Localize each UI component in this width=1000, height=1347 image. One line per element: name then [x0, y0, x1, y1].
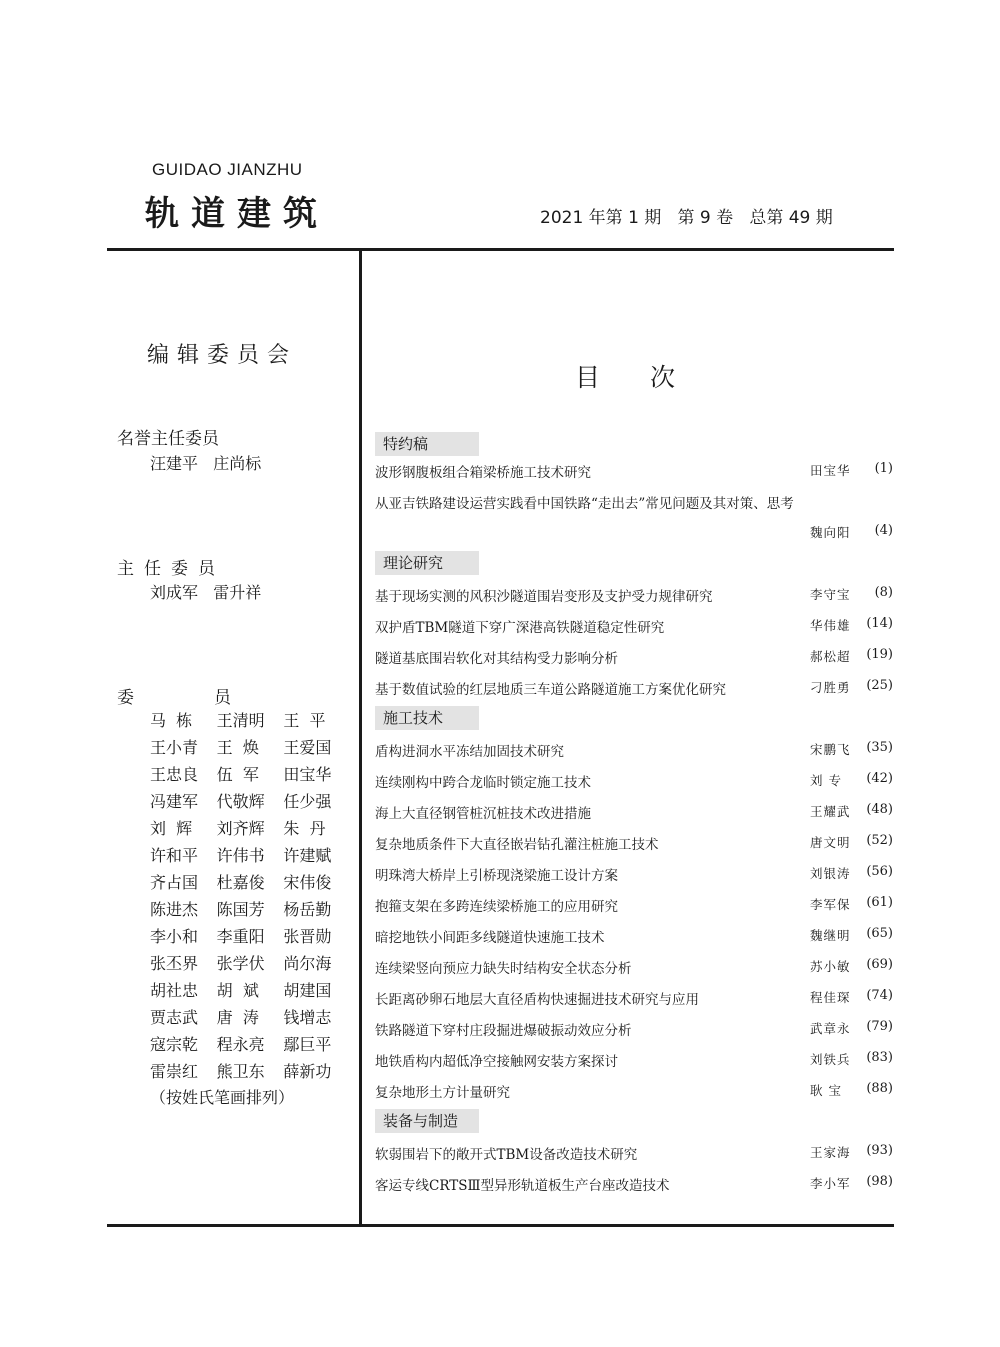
entry-author: 王家海: [810, 1145, 851, 1160]
member-row: [150, 707, 350, 734]
member-name: 田宝华: [283, 765, 332, 784]
director-role-label: 主任委员: [117, 559, 225, 579]
section-header-theory: 理论研究: [375, 551, 479, 575]
toc-entry[interactable]: [375, 647, 893, 671]
entry-title: 海上大直径钢管桩沉桩技术改进措施: [375, 806, 591, 822]
entry-title: 基于数值试验的红层地质三车道公路隧道施工方案优化研究: [375, 682, 726, 698]
committee-title: 编辑委员会: [147, 343, 298, 368]
member-name: 薛新功: [283, 1062, 332, 1081]
toc-entry[interactable]: [375, 461, 893, 485]
member-row: [150, 1004, 350, 1031]
entry-author: 唐文明: [810, 835, 851, 850]
bottom-rule: [107, 1224, 894, 1227]
member-name: 张学伏: [216, 954, 265, 973]
entry-author: 武章永: [810, 1021, 851, 1036]
toc-entry[interactable]: [375, 988, 893, 1012]
toc-entry[interactable]: [375, 616, 893, 640]
toc-entry[interactable]: [375, 1081, 893, 1105]
member-name: 张丕界: [150, 954, 199, 973]
member-row: [150, 869, 350, 896]
entry-page: (4): [874, 523, 893, 538]
entry-page: (88): [866, 1081, 893, 1096]
toc-entry[interactable]: [375, 771, 893, 795]
member-name: 李重阳: [216, 927, 265, 946]
toc-entry[interactable]: [375, 802, 893, 826]
entry-page: (48): [866, 802, 893, 817]
entry-title: 复杂地质条件下大直径嵌岩钻孔灌注桩施工技术: [375, 837, 659, 853]
toc-entry-continued[interactable]: [375, 523, 893, 547]
entry-author: 李军保: [810, 897, 851, 912]
toc-entry[interactable]: [375, 1019, 893, 1043]
entry-page: (8): [874, 585, 893, 600]
entry-page: (93): [866, 1143, 893, 1158]
entry-title: 双护盾TBM隧道下穿广深港高铁隧道稳定性研究: [375, 620, 665, 636]
toc-title: 目 次: [575, 363, 676, 392]
member-name: 刘齐辉: [216, 819, 265, 838]
member-name: 张晋勋: [283, 927, 332, 946]
toc-entry[interactable]: [375, 492, 893, 516]
entry-title: 从亚吉铁路建设运营实践看中国铁路“走出去”常见问题及其对策、思考: [375, 496, 794, 512]
member-name: 胡 斌: [216, 981, 259, 1000]
entry-page: (35): [866, 740, 893, 755]
member-row: [150, 761, 350, 788]
entry-title: 连续刚构中跨合龙临时锁定施工技术: [375, 775, 591, 791]
entry-title: 盾构进洞水平冻结加固技术研究: [375, 744, 564, 760]
entry-title: 软弱围岩下的敞开式TBM设备改造技术研究: [375, 1147, 638, 1163]
entry-page: (14): [866, 616, 893, 631]
member-name: 刘 辉: [150, 819, 193, 838]
entry-title: 复杂地形土方计量研究: [375, 1085, 510, 1101]
member-row: [150, 734, 350, 761]
toc-entry[interactable]: [375, 895, 893, 919]
entry-page: (1): [874, 461, 893, 476]
entry-author: 田宝华: [810, 463, 851, 478]
member-name: 许伟书: [216, 846, 265, 865]
entry-page: (52): [866, 833, 893, 848]
entry-author: 刁胜勇: [810, 680, 851, 695]
entry-page: (74): [866, 988, 893, 1003]
entry-title: 隧道基底围岩软化对其结构受力影响分析: [375, 651, 618, 667]
toc-entry[interactable]: [375, 678, 893, 702]
section-header-special: 特约稿: [375, 432, 479, 456]
member-name: 冯建军: [150, 792, 199, 811]
member-name: 王 焕: [216, 738, 259, 757]
member-name: 胡建国: [283, 981, 332, 1000]
entry-author: 苏小敏: [810, 959, 851, 974]
issue-info: 2021 年第 1 期 第 9 卷 总第 49 期: [540, 208, 833, 228]
entry-page: (61): [866, 895, 893, 910]
entry-author: 耿 宝: [810, 1083, 842, 1098]
member-name: 钱增志: [283, 1008, 332, 1027]
journal-title: 轨道建筑: [145, 194, 329, 234]
section-header-equipment: 装备与制造: [375, 1109, 479, 1133]
member-name: 王清明: [216, 711, 265, 730]
entry-title: 基于现场实测的风积沙隧道围岩变形及支护受力规律研究: [375, 589, 713, 605]
honorary-role-label: 名誉主任委员: [117, 429, 219, 449]
honorary-names: 汪建平 庄尚标: [150, 454, 262, 473]
member-row: [150, 1058, 350, 1085]
toc-entry[interactable]: [375, 1174, 893, 1198]
entry-page: (98): [866, 1174, 893, 1189]
entry-page: (25): [866, 678, 893, 693]
director-names: 刘成军 雷升祥: [150, 583, 262, 602]
member-name: 程永亮: [216, 1035, 265, 1054]
member-row: [150, 815, 350, 842]
toc-entry[interactable]: [375, 1050, 893, 1074]
entry-title: 长距离砂卵石地层大直径盾构快速掘进技术研究与应用: [375, 992, 699, 1008]
entry-title: 铁路隧道下穿村庄段掘进爆破振动效应分析: [375, 1023, 632, 1039]
entry-page: (83): [866, 1050, 893, 1065]
member-role-left: 委: [117, 688, 134, 708]
member-name: 鄢巨平: [283, 1035, 332, 1054]
member-row: [150, 923, 350, 950]
member-name: 许和平: [150, 846, 199, 865]
member-name: 马 栋: [150, 711, 193, 730]
entry-author: 李小军: [810, 1176, 851, 1191]
member-name: 朱 丹: [283, 819, 326, 838]
member-order-note: （按姓氏笔画排列）: [150, 1088, 295, 1107]
entry-title: 暗挖地铁小间距多线隧道快速施工技术: [375, 930, 605, 946]
toc-entry[interactable]: [375, 864, 893, 888]
toc-entry[interactable]: [375, 957, 893, 981]
entry-author: 刘铁兵: [810, 1052, 851, 1067]
toc-entry[interactable]: [375, 926, 893, 950]
entry-author: 李守宝: [810, 587, 851, 602]
entry-title: 客运专线CRTSⅢ型异形轨道板生产台座改造技术: [375, 1178, 670, 1194]
member-name: 王 平: [283, 711, 326, 730]
entry-page: (65): [866, 926, 893, 941]
toc-entry[interactable]: [375, 1143, 893, 1167]
toc-entry[interactable]: [375, 833, 893, 857]
member-name: 代敬辉: [216, 792, 265, 811]
member-role-label: [117, 683, 231, 708]
member-name: 胡社忠: [150, 981, 199, 1000]
entry-author: 魏继明: [810, 928, 851, 943]
entry-author: 刘银涛: [810, 866, 851, 881]
member-row: [150, 842, 350, 869]
column-divider: [359, 251, 362, 1224]
member-name: 杜嘉俊: [216, 873, 265, 892]
member-row: [150, 896, 350, 923]
entry-title: 波形钢腹板组合箱梁桥施工技术研究: [375, 465, 591, 481]
entry-author: 王耀武: [810, 804, 851, 819]
member-name: 杨岳勤: [283, 900, 332, 919]
entry-page: (42): [866, 771, 893, 786]
member-role-right: 员: [214, 688, 231, 708]
entry-page: (69): [866, 957, 893, 972]
member-name: 齐占国: [150, 873, 199, 892]
member-name: 李小和: [150, 927, 199, 946]
entry-author: 刘 专: [810, 773, 842, 788]
member-name: 王小青: [150, 738, 199, 757]
entry-title: 连续梁竖向预应力缺失时结构安全状态分析: [375, 961, 632, 977]
member-name: 王忠良: [150, 765, 199, 784]
member-name: 宋伟俊: [283, 873, 332, 892]
section-header-construction: 施工技术: [375, 706, 479, 730]
member-name: 尚尔海: [283, 954, 332, 973]
member-name: 寇宗乾: [150, 1035, 199, 1054]
journal-pinyin: GUIDAO JIANZHU: [152, 160, 303, 179]
entry-author: 魏向阳: [810, 525, 851, 540]
member-list: [150, 707, 350, 1085]
member-name: 雷崇红: [150, 1062, 199, 1081]
member-name: 任少强: [283, 792, 332, 811]
toc-entry[interactable]: [375, 585, 893, 609]
toc-entry[interactable]: [375, 740, 893, 764]
entry-page: (19): [866, 647, 893, 662]
member-row: [150, 1031, 350, 1058]
member-name: 熊卫东: [216, 1062, 265, 1081]
member-name: 唐 涛: [216, 1008, 259, 1027]
entry-page: (56): [866, 864, 893, 879]
member-name: 陈进杰: [150, 900, 199, 919]
entry-author: 程佳琛: [810, 990, 851, 1005]
entry-author: 郝松超: [810, 649, 851, 664]
member-name: 王爱国: [283, 738, 332, 757]
member-name: 贾志武: [150, 1008, 199, 1027]
member-row: [150, 788, 350, 815]
entry-author: 宋鹏飞: [810, 742, 851, 757]
entry-title: 抱箍支架在多跨连续梁桥施工的应用研究: [375, 899, 618, 915]
member-name: 伍 军: [216, 765, 259, 784]
entry-page: (79): [866, 1019, 893, 1034]
member-row: [150, 950, 350, 977]
member-name: 许建赋: [283, 846, 332, 865]
entry-title: 地铁盾构内超低净空接触网安装方案探讨: [375, 1054, 618, 1070]
entry-author: 华伟雄: [810, 618, 851, 633]
member-name: 陈国芳: [216, 900, 265, 919]
entry-title: 明珠湾大桥岸上引桥现浇梁施工设计方案: [375, 868, 618, 884]
member-row: [150, 977, 350, 1004]
top-rule: [107, 248, 894, 251]
